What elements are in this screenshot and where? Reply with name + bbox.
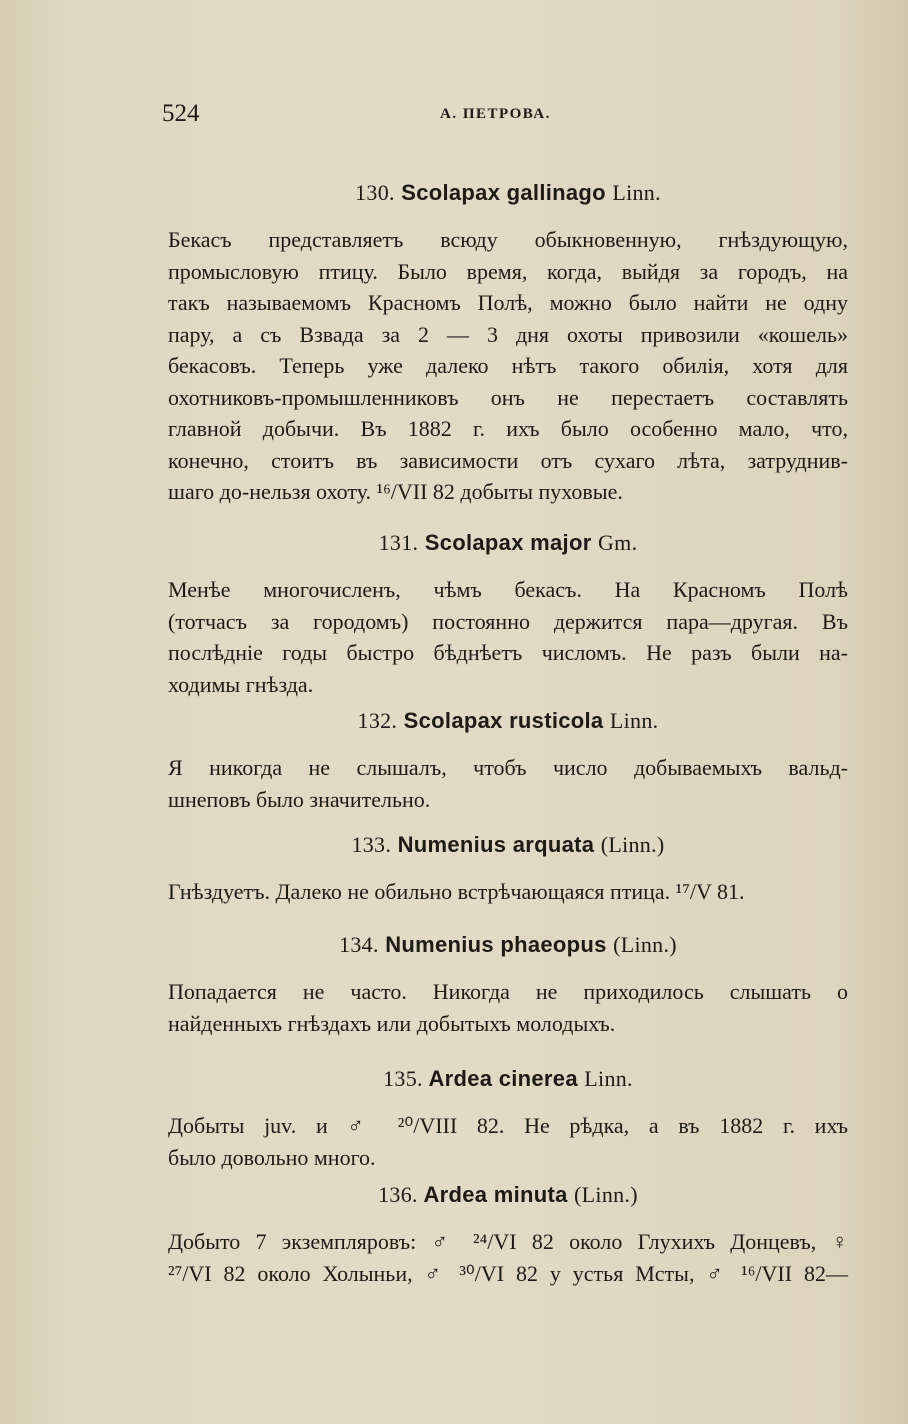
text-line: конечно, стоитъ въ зависимости отъ сухаго лѣта, затруднив- <box>168 447 848 473</box>
entry-heading <box>168 1182 848 1208</box>
species-name: Numenius arquata <box>397 832 595 857</box>
species-entry <box>168 530 848 700</box>
entry-text <box>168 876 848 908</box>
species-author: Gm. <box>597 530 638 555</box>
species-entry <box>168 180 848 508</box>
entry-heading <box>168 708 848 734</box>
species-author: (Linn.) <box>574 1182 638 1207</box>
species-author: (Linn.) <box>613 932 677 957</box>
entry-heading <box>168 932 848 958</box>
species-entry <box>168 708 848 815</box>
entry-number: 136. <box>378 1182 418 1207</box>
text-line: бекасовъ. Теперь уже далеко нѣтъ такого обилія, хотя для <box>168 353 848 378</box>
text-line: (тотчасъ за городомъ) постоянно держится пара—другая. Въ <box>168 608 848 634</box>
running-head: А. ПЕТРОВА. <box>440 106 551 122</box>
species-entry <box>168 1182 848 1289</box>
species-entry <box>168 932 848 1039</box>
text-line: такъ называемомъ Красномъ Полѣ, можно было найти не одну <box>168 290 848 315</box>
species-name: Scolapax major <box>424 530 592 555</box>
entry-heading <box>168 180 848 206</box>
text-line: ²⁷/VI 82 около Холыньи, ♂ ³⁰/VI 82 у устья Мсты, ♂ ¹⁶/VII 82— <box>168 1260 848 1286</box>
text-line: Менѣе многочисленъ, чѣмъ бекасъ. На Красномъ Полѣ <box>168 577 848 602</box>
species-author: Linn. <box>612 180 661 205</box>
page-number: 524 <box>162 100 200 127</box>
species-author: Linn. <box>584 1066 633 1091</box>
entry-heading <box>168 832 848 858</box>
text-line: было довольно много. <box>168 1144 376 1170</box>
text-line: Я никогда не слышалъ, чтобъ число добываемыхъ вальд- <box>168 755 848 780</box>
species-name: Scolapax gallinago <box>401 180 606 205</box>
text-line: Гнѣздуетъ. Далеко не обильно встрѣчающаяся птица. ¹⁷/V 81. <box>168 879 745 904</box>
text-line: охотниковъ-промышленниковъ онъ не перестаетъ составлять <box>168 384 848 410</box>
text-line: пару, а съ Взвада за 2 — 3 дня охоты привозили «кошель» <box>168 321 848 347</box>
entry-number: 133. <box>351 832 392 857</box>
species-author: (Linn.) <box>600 832 665 857</box>
text-line: главной добычи. Въ 1882 г. ихъ было особенно мало, что, <box>168 416 848 441</box>
species-name: Ardea minuta <box>423 1182 568 1207</box>
page-header <box>162 100 782 130</box>
entry-heading <box>168 1066 848 1092</box>
entry-text <box>168 1226 848 1289</box>
entry-number: 130. <box>355 180 395 205</box>
species-entry <box>168 832 848 908</box>
species-name: Scolapax rusticola <box>403 708 604 733</box>
text-line: послѣдніе годы быстро бѣднѣетъ числомъ. Не разъ были на- <box>168 640 848 665</box>
text-line: промысловую птицу. Было время, когда, выйдя за городъ, на <box>168 258 848 284</box>
entry-text <box>168 752 848 815</box>
text-line: Добыты juv. и ♂ ²⁰/VIII 82. Не рѣдка, а въ 1882 г. ихъ <box>168 1113 848 1138</box>
text-line: Попадается не часто. Никогда не приходилось слышать о <box>168 979 848 1004</box>
entry-number: 135. <box>383 1066 423 1091</box>
text-line: шнеповъ было значительно. <box>168 786 431 812</box>
entry-text <box>168 976 848 1039</box>
text-line: ходимы гнѣзда. <box>168 671 314 697</box>
species-entry <box>168 1066 848 1173</box>
species-name: Numenius phaeopus <box>385 932 607 957</box>
entry-text <box>168 224 848 508</box>
text-line: найденныхъ гнѣздахъ или добытыхъ молодыхъ. <box>168 1010 616 1036</box>
entry-number: 132. <box>357 708 398 733</box>
species-author: Linn. <box>609 708 659 733</box>
entry-text <box>168 1110 848 1173</box>
text-line: Добыто 7 экземпляровъ: ♂ ²⁴/VI 82 около Глухихъ Донцевъ, ♀ <box>168 1229 848 1254</box>
entry-number: 131. <box>378 530 419 555</box>
text-line: Бекасъ представляетъ всюду обыкновенную, гнѣздующую, <box>168 227 848 252</box>
entry-text <box>168 574 848 700</box>
species-name: Ardea cinerea <box>428 1066 578 1091</box>
entry-heading <box>168 530 848 556</box>
entry-number: 134. <box>339 932 379 957</box>
text-line: шаго до-нельзя охоту. ¹⁶/VII 82 добыты пуховые. <box>168 479 623 504</box>
